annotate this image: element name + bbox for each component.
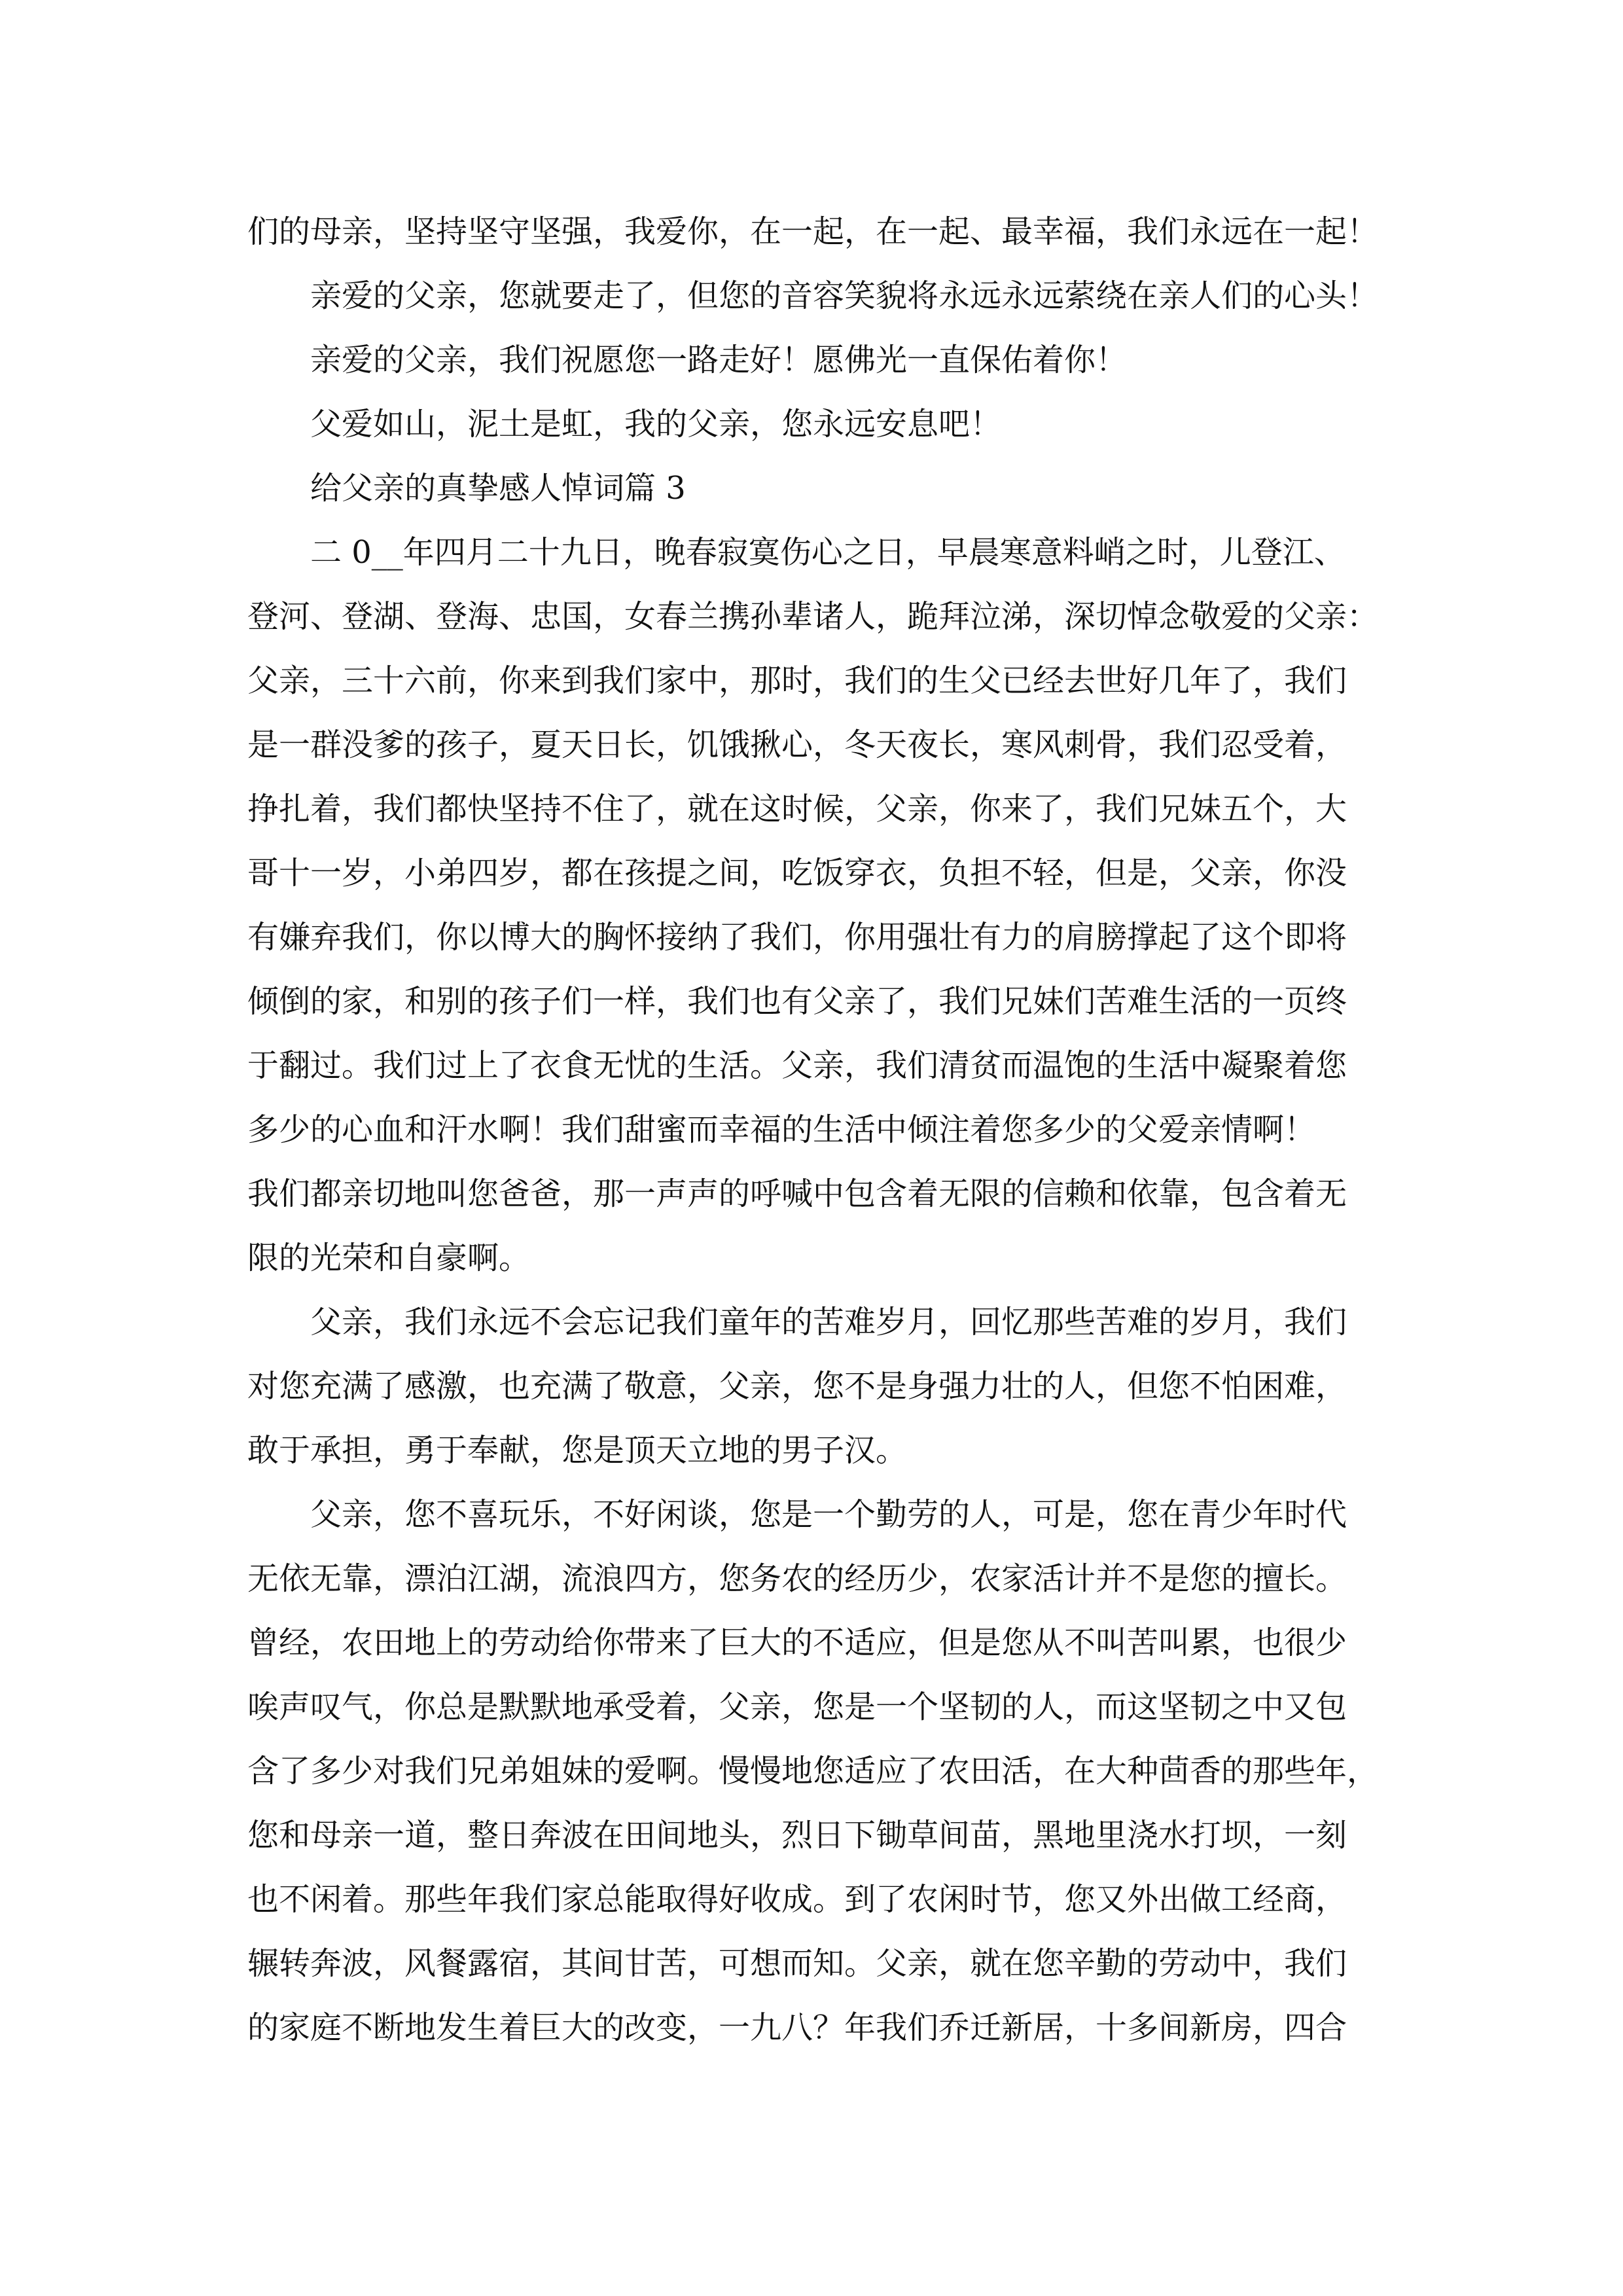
- text-line: 含了多少对我们兄弟姐妹的爱啊。慢慢地您适应了农田活，在大种茴香的那些年，: [247, 1753, 1379, 1789]
- text-line: 父亲，您不喜玩乐，不好闲谈，您是一个勤劳的人，可是，您在青少年时代: [310, 1496, 1347, 1533]
- text-line: 父亲，我们永远不会忘记我们童年的苦难岁月，回忆那些苦难的岁月，我们: [310, 1304, 1347, 1340]
- text-line: 亲爱的父亲，您就要走了，但您的音容笑貌将永远永远萦绕在亲人们的心头！: [310, 278, 1379, 314]
- text-line: 您和母亲一道，整日奔波在田间地头，烈日下锄草间苗，黑地里浇水打坝，一刻: [247, 1817, 1347, 1854]
- text-line: 亲爱的父亲，我们祝愿您一路走好！愿佛光一直保佑着你！: [310, 342, 1128, 378]
- text-line: 多少的心血和汗水啊！我们甜蜜而幸福的生活中倾注着您多少的父爱亲情啊！: [247, 1111, 1316, 1148]
- text-line: 们的母亲，坚持坚守坚强，我爱你，在一起，在一起、最幸福，我们永远在一起！: [247, 213, 1379, 250]
- text-line: 是一群没爹的孩子，夏天日长，饥饿揪心，冬天夜长，寒风刺骨，我们忍受着，: [247, 726, 1347, 763]
- text-line: 我们都亲切地叫您爸爸，那一声声的呼喊中包含着无限的信赖和依靠，包含着无: [247, 1175, 1347, 1212]
- text-line: 也不闲着。那些年我们家总能取得好收成。到了农闲时节，您又外出做工经商，: [247, 1881, 1347, 1918]
- section-heading: 给父亲的真挚感人悼词篇 3: [310, 470, 686, 507]
- text-line: 挣扎着，我们都快坚持不住了，就在这时候，父亲，你来了，我们兄妹五个，大: [247, 791, 1347, 827]
- text-line: 唉声叹气，你总是默默地承受着，父亲，您是一个坚韧的人，而这坚韧之中又包: [247, 1689, 1347, 1725]
- text-line: 辗转奔波，风餐露宿，其间甘苦，可想而知。父亲，就在您辛勤的劳动中，我们: [247, 1945, 1347, 1982]
- text-line: 对您充满了感激，也充满了敬意，父亲，您不是身强力壮的人，但您不怕困难，: [247, 1368, 1347, 1405]
- text-line: 倾倒的家，和别的孩子们一样，我们也有父亲了，我们兄妹们苦难生活的一页终: [247, 983, 1347, 1020]
- text-line: 于翻过。我们过上了衣食无忧的生活。父亲，我们清贫而温饱的生活中凝聚着您: [247, 1047, 1347, 1084]
- text-line: 登河、登湖、登海、忠国，女春兰携孙辈诸人，跪拜泣涕，深切悼念敬爱的父亲：: [247, 598, 1379, 635]
- text-line: 限的光荣和自豪啊。: [247, 1240, 531, 1276]
- text-line: 父亲，三十六前，你来到我们家中，那时，我们的生父已经去世好几年了，我们: [247, 662, 1347, 699]
- text-line: 敢于承担，勇于奉献，您是顶天立地的男子汉。: [247, 1432, 908, 1469]
- text-line: 哥十一岁，小弟四岁，都在孩提之间，吃饭穿衣，负担不轻，但是，父亲，你没: [247, 855, 1347, 891]
- text-line: 二 0__年四月二十九日，晚春寂寞伤心之日，早晨寒意料峭之时，儿登江、: [310, 534, 1346, 571]
- text-line: 无依无靠，漂泊江湖，流浪四方，您务农的经历少，农家活计并不是您的擅长。: [247, 1560, 1347, 1597]
- text-line: 曾经，农田地上的劳动给你带来了巨大的不适应，但是您从不叫苦叫累，也很少: [247, 1624, 1347, 1661]
- text-line: 有嫌弃我们，你以博大的胸怀接纳了我们，你用强壮有力的肩膀撑起了这个即将: [247, 919, 1347, 956]
- text-line: 父爱如山，泥土是虹，我的父亲，您永远安息吧！: [310, 406, 1002, 442]
- text-line: 的家庭不断地发生着巨大的改变，一九八？年我们乔迁新居，十多间新房，四合: [247, 2009, 1347, 2046]
- document-body: [247, 200, 1419, 2060]
